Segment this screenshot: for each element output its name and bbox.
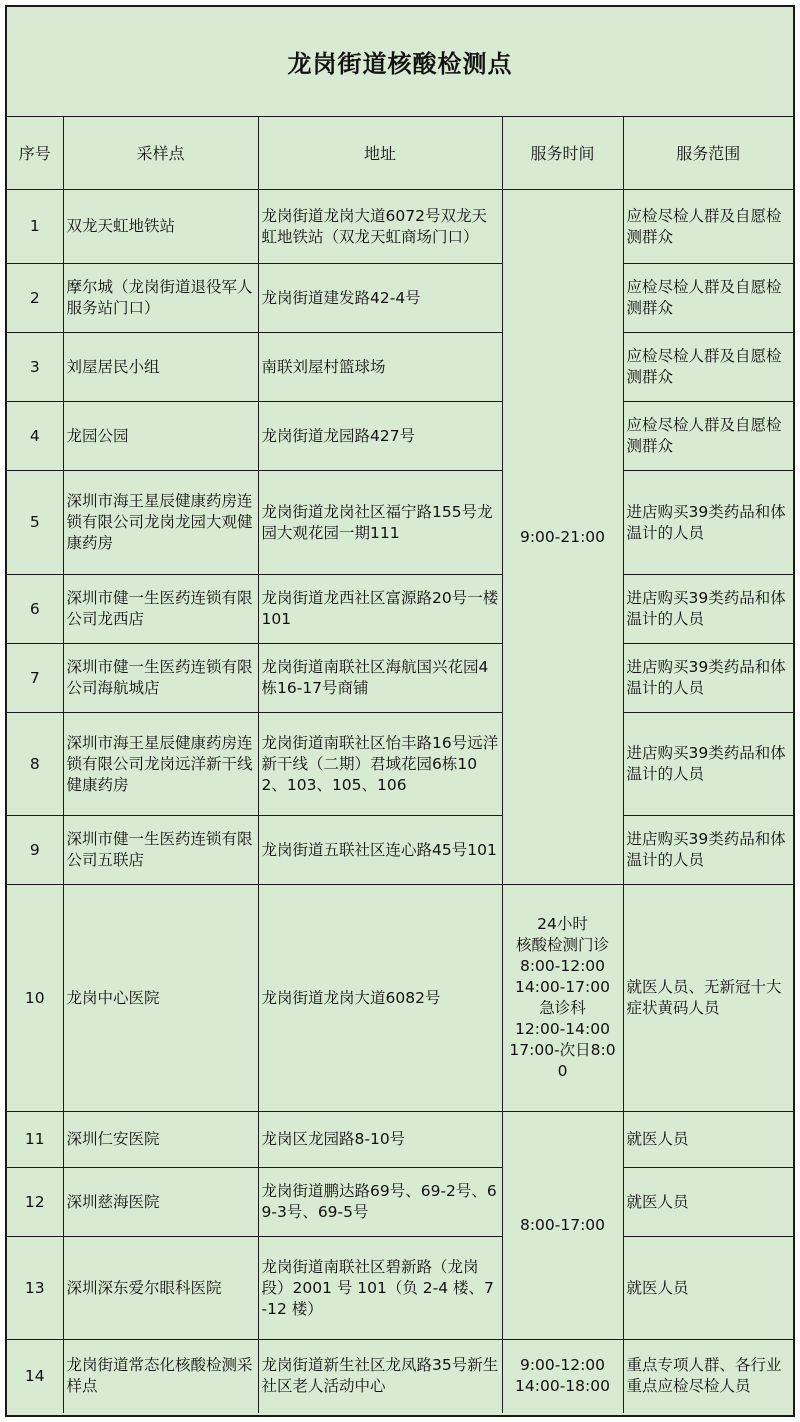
table-row (7, 402, 793, 471)
page-title: 龙岗街道核酸检测点 (7, 7, 793, 117)
header-scope: 服务范围 (623, 117, 793, 190)
row-scope: 进店购买39类药品和体温计的人员 (623, 713, 793, 816)
row-scope: 就医人员、无新冠十大症状黄码人员 (623, 885, 793, 1112)
hours-line: 8:00-12:00 (519, 957, 606, 975)
row-site: 龙岗中心医院 (63, 885, 258, 1112)
row-site: 深圳深东爱尔眼科医院 (63, 1237, 258, 1340)
row-address: 龙岗街道建发路42-4号 (258, 264, 502, 333)
row-site: 深圳市健一生医药连锁有限公司五联店 (63, 816, 258, 885)
row-site: 双龙天虹地铁站 (63, 190, 258, 264)
hours-line: 急诊科 (539, 999, 586, 1017)
row-index: 14 (7, 1340, 63, 1413)
table-row (7, 885, 793, 1112)
row-index: 11 (7, 1112, 63, 1168)
row-site: 摩尔城（龙岗街道退役军人服务站门口） (63, 264, 258, 333)
table-row (7, 575, 793, 644)
hours-line: 9:00-12:00 (519, 1356, 606, 1375)
row-site: 龙岗街道常态化核酸检测采样点 (63, 1340, 258, 1413)
row-address: 龙岗街道新生社区龙凤路35号新生社区老人活动中心 (258, 1340, 502, 1413)
table-row (7, 1168, 793, 1237)
row-address: 龙岗街道南联社区海航国兴花园4栋16-17号商铺 (258, 644, 502, 713)
table-row (7, 190, 793, 264)
row-index: 12 (7, 1168, 63, 1237)
row-address: 龙岗街道龙岗社区福宁路155号龙园大观花园一期111 (258, 471, 502, 575)
row-site: 深圳市海王星辰健康药房连锁有限公司龙岗龙园大观健康药房 (63, 471, 258, 575)
table-row (7, 644, 793, 713)
row-index: 13 (7, 1237, 63, 1340)
testing-sites-table (7, 117, 793, 1413)
row-index: 2 (7, 264, 63, 333)
row-address: 龙岗街道龙岗大道6072号双龙天虹地铁站（双龙天虹商场门口） (258, 190, 502, 264)
hours-group-2 (502, 885, 623, 1112)
row-scope: 就医人员 (623, 1168, 793, 1237)
row-address: 龙岗街道鹏达路69号、69-2号、69-3号、69-5号 (258, 1168, 502, 1237)
row-scope: 进店购买39类药品和体温计的人员 (623, 575, 793, 644)
row-index: 10 (7, 885, 63, 1112)
row-scope: 进店购买39类药品和体温计的人员 (623, 816, 793, 885)
row-site: 深圳慈海医院 (63, 1168, 258, 1237)
row-index: 8 (7, 713, 63, 816)
table-row (7, 471, 793, 575)
row-index: 5 (7, 471, 63, 575)
row-address: 龙岗街道南联社区怡丰路16号远洋新干线（二期）君域花园6栋102、103、105、106 (258, 713, 502, 816)
hours-line: 12:00-14:00 (515, 1020, 610, 1038)
row-scope: 进店购买39类药品和体温计的人员 (623, 471, 793, 575)
header-address: 地址 (258, 117, 502, 190)
row-index: 7 (7, 644, 63, 713)
row-scope: 应检尽检人群及自愿检测群众 (623, 190, 793, 264)
table-row (7, 1112, 793, 1168)
table-document (5, 5, 795, 1417)
row-site: 龙园公园 (63, 402, 258, 471)
hours-line: 14:00-18:00 (515, 1377, 610, 1396)
row-index: 3 (7, 333, 63, 402)
row-site: 深圳市健一生医药连锁有限公司龙西店 (63, 575, 258, 644)
header-row (7, 117, 793, 190)
row-index: 6 (7, 575, 63, 644)
hours-group-3: 8:00-17:00 (502, 1112, 623, 1340)
table-row (7, 816, 793, 885)
row-address: 龙岗街道龙西社区富源路20号一楼101 (258, 575, 502, 644)
header-index: 序号 (7, 117, 63, 190)
hours-line: 24小时 (537, 915, 588, 933)
row-index: 9 (7, 816, 63, 885)
row-address: 龙岗街道南联社区碧新路（龙岗段）2001 号 101（负 2-4 楼、7-12 楼） (258, 1237, 502, 1340)
row-address: 龙岗街道龙园路427号 (258, 402, 502, 471)
hours-group-1: 9:00-21:00 (502, 190, 623, 885)
row-scope: 重点专项人群、各行业重点应检尽检人员 (623, 1340, 793, 1413)
row-site: 深圳市海王星辰健康药房连锁有限公司龙岗远洋新干线健康药房 (63, 713, 258, 816)
row-scope: 就医人员 (623, 1237, 793, 1340)
row-index: 1 (7, 190, 63, 264)
row-address: 龙岗街道五联社区连心路45号101 (258, 816, 502, 885)
row-scope: 应检尽检人群及自愿检测群众 (623, 264, 793, 333)
row-scope: 应检尽检人群及自愿检测群众 (623, 402, 793, 471)
row-site: 深圳市健一生医药连锁有限公司海航城店 (63, 644, 258, 713)
header-site: 采样点 (63, 117, 258, 190)
table-row (7, 1237, 793, 1340)
table-row (7, 1340, 793, 1413)
row-address: 龙岗街道龙岗大道6082号 (258, 885, 502, 1112)
row-site: 刘屋居民小组 (63, 333, 258, 402)
row-scope: 就医人员 (623, 1112, 793, 1168)
row-site: 深圳仁安医院 (63, 1112, 258, 1168)
table-row (7, 333, 793, 402)
row-index: 4 (7, 402, 63, 471)
row-scope: 应检尽检人群及自愿检测群众 (623, 333, 793, 402)
hours-line: 14:00-17:00 (515, 978, 610, 996)
row-scope: 进店购买39类药品和体温计的人员 (623, 644, 793, 713)
table-row (7, 264, 793, 333)
hours-line: 17:00-次日8:00 (509, 1041, 616, 1080)
hours-group-4 (502, 1340, 623, 1413)
row-address: 南联刘屋村篮球场 (258, 333, 502, 402)
row-address: 龙岗区龙园路8-10号 (258, 1112, 502, 1168)
table-row (7, 713, 793, 816)
header-hours: 服务时间 (502, 117, 623, 190)
hours-line: 核酸检测门诊 (515, 936, 609, 954)
